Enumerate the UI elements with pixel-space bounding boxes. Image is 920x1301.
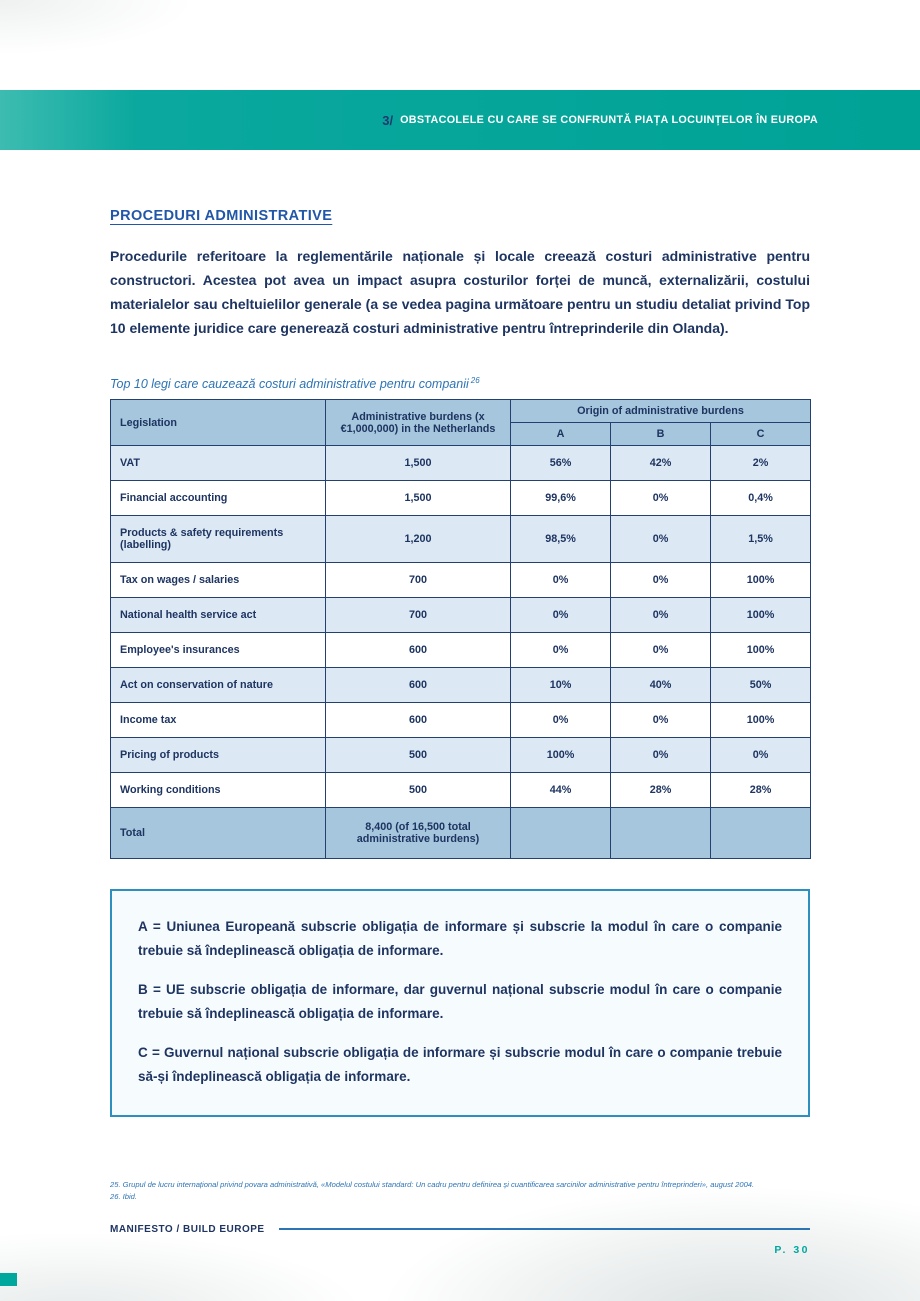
page-content [110,150,810,1256]
table-row [111,598,811,633]
cell-b: 0% [611,563,711,598]
chapter-title: OBSTACOLELE CU CARE SE CONFRUNTĂ PIAȚA LOCUINȚELOR ÎN EUROPA [400,114,818,126]
cell-c: 0% [711,738,811,773]
col-header-origin-a: A [511,423,611,446]
corner-mark [0,1273,17,1286]
cell-b: 0% [611,481,711,516]
cell-b: 0% [611,598,711,633]
cell-burden: 1,500 [326,446,511,481]
cell-a: 56% [511,446,611,481]
footnote-ref: 26 [470,376,480,385]
cell-a: 44% [511,773,611,808]
table-total-row [111,808,811,859]
cell-legislation: Act on conservation of nature [111,668,326,703]
cell-b: 28% [611,773,711,808]
table-row [111,773,811,808]
cell-legislation: Working conditions [111,773,326,808]
cell-burden: 700 [326,563,511,598]
cell-legislation: Tax on wages / salaries [111,563,326,598]
cell-a: 0% [511,703,611,738]
cell-burden: 600 [326,668,511,703]
cell-b: 0% [611,703,711,738]
table-row [111,516,811,563]
intro-paragraph: Procedurile referitoare la reglementările naționale și locale creează costuri administrative pentru constructori. Acestea pot avea un impact asupra costurilor forței de muncă, externalizării, costului materialelor sau cheltuielilor generale (a se vedea pagina următoare pentru un studiu detaliat privind Top 10 elemente juridice care generează costuri administrative pentru întreprinderile din Olanda). [110,248,810,336]
section-title: PROCEDURI ADMINISTRATIVE [110,208,333,224]
cell-legislation: Products & safety requirements (labelling) [111,516,326,563]
cell-b: 0% [611,516,711,563]
cell-c: 50% [711,668,811,703]
cell-legislation: VAT [111,446,326,481]
cell-c: 100% [711,633,811,668]
cell-legislation: Pricing of products [111,738,326,773]
cell-c: 1,5% [711,516,811,563]
table-row [111,668,811,703]
chapter-number: 3/ [382,112,394,128]
cell-a: 0% [511,598,611,633]
cell-burden: 8,400 (of 16,500 total administrative burdens) [326,808,511,859]
cell-burden: 1,200 [326,516,511,563]
cell-c: 100% [711,598,811,633]
cell-c [711,808,811,859]
table-caption [110,376,810,391]
cell-legislation: Financial accounting [111,481,326,516]
cell-c: 0,4% [711,481,811,516]
cell-c: 100% [711,563,811,598]
table-row [111,703,811,738]
table-row [111,633,811,668]
chapter-header-band [0,90,920,150]
footer-rule [279,1228,810,1230]
cell-burden: 700 [326,598,511,633]
cell-burden: 500 [326,773,511,808]
col-header-origin-c: C [711,423,811,446]
cell-burden: 600 [326,633,511,668]
cell-c: 28% [711,773,811,808]
table-header-row [111,400,811,423]
footnotes [110,1179,810,1202]
col-header-burdens: Administrative burdens (x €1,000,000) in the Netherlands [326,400,511,446]
col-header-origin: Origin of administrative burdens [511,400,811,423]
cell-c: 2% [711,446,811,481]
col-header-legislation: Legislation [111,400,326,446]
page-number: P. 30 [774,1243,810,1256]
cell-a: 10% [511,668,611,703]
cell-legislation: Employee's insurances [111,633,326,668]
cell-burden: 1,500 [326,481,511,516]
cell-a: 100% [511,738,611,773]
cell-b [611,808,711,859]
table-row [111,481,811,516]
legend-item-b: B = UE subscrie obligația de informare, dar guvernul național subscrie modul în care o companie trebuie să îndeplinească obligația de informare. [138,982,782,1022]
legend-box [110,889,810,1117]
cell-legislation: Total [111,808,326,859]
table-row [111,738,811,773]
cell-b: 42% [611,446,711,481]
cell-legislation: National health service act [111,598,326,633]
legend-item-a: A = Uniunea Europeană subscrie obligația de informare și subscrie la modul în care o companie trebuie să îndeplinească obligația de informare. [138,919,782,959]
cell-a [511,808,611,859]
legend-item-c: C = Guvernul național subscrie obligația de informare și subscrie modul în care o companie trebuie să-și îndeplinească obligația de informare. [138,1045,782,1085]
cell-b: 0% [611,633,711,668]
table-row [111,446,811,481]
table-row [111,563,811,598]
page-footer [110,1224,810,1235]
footer-brand: MANIFESTO / BUILD EUROPE [110,1223,265,1235]
footnote-25: 25. Grupul de lucru internațional privind povara administrativă, «Modelul costului standard: Un cadru pentru definirea și cuantificarea sarcinilor administrative pentru întreprinderi», august 2004. [110,1180,755,1190]
admin-burdens-table [110,399,811,859]
cell-a: 99,6% [511,481,611,516]
cell-a: 0% [511,633,611,668]
cell-a: 98,5% [511,516,611,563]
cell-b: 40% [611,668,711,703]
footnote-26: 26. Ibid. [110,1191,138,1201]
cell-burden: 600 [326,703,511,738]
cell-a: 0% [511,563,611,598]
cell-burden: 500 [326,738,511,773]
col-header-origin-b: B [611,423,711,446]
table-caption-text: Top 10 legi care cauzează costuri administrative pentru companii [110,377,469,392]
cell-legislation: Income tax [111,703,326,738]
cell-b: 0% [611,738,711,773]
cell-c: 100% [711,703,811,738]
